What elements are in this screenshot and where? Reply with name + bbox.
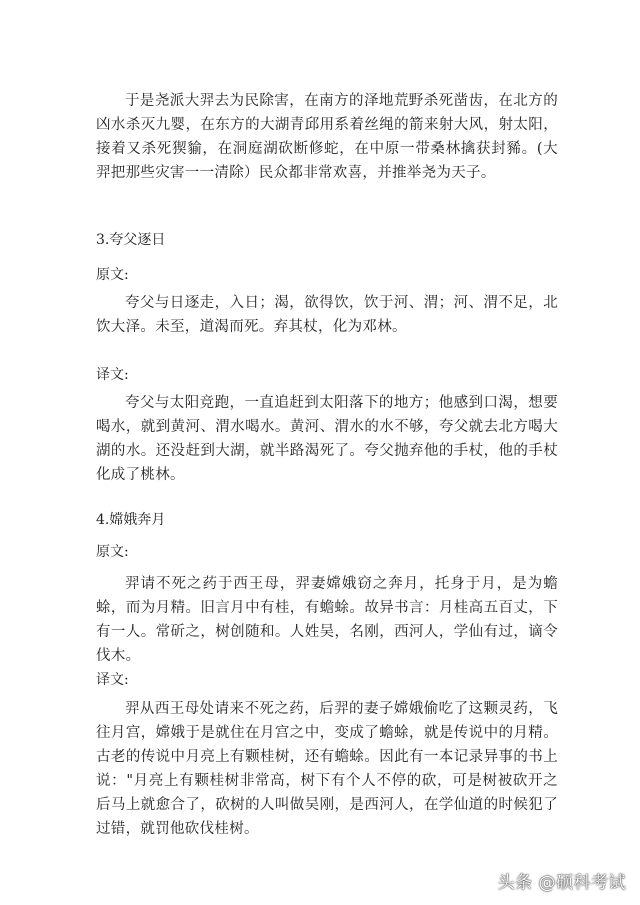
section4-original-text: 羿请不死之药于西王母，羿妻嫦娥窃之奔月，托身于月，是为蟾蜍，而为月精。旧言月中有桂，有蟾蜍。故异书言：月桂高五百丈，下有一人。常斫之，树创随和。人姓吴，名刚，西河人，学仙有过，谪令伐木。 <box>96 576 558 664</box>
section4-translation-label: 译文: <box>96 672 129 688</box>
section3-translation-label: 译文: <box>96 367 129 383</box>
section4-translation-text: 羿从西王母处请来不死之药，后羿的妻子嫦娥偷吃了这颗灵药，飞往月宫，嫦娥于是就住在月宫之中，变成了蟾蜍，就是传说中的月精。古老的传说中月亮上有颗桂树，还有蟾蜍。因此有一本记录异事的书上说："月亮上有颗桂树非常高，树下有个人不停的砍，可是树被砍开之后马上就愈合了，砍树的人叫做吴刚，是西河人，在学仙道的时候犯了过错，就罚他砍伐桂树。 <box>96 701 558 837</box>
watermark-logo: 头条 @硕科考试 <box>497 873 626 893</box>
section3-original-text: 夸父与日逐走，入日；渴，欲得饮，饮于河、渭；河、渭不足，北饮大泽。未至，道渴而死。弃其杖，化为邓林。 <box>96 295 558 335</box>
section4-heading: 4.嫦娥奔月 <box>96 512 166 528</box>
section4-original-label: 原文: <box>96 544 129 560</box>
section2-body: 于是尧派大羿去为民除害，在南方的泽地荒野杀死凿齿，在北方的凶水杀灭九婴，在东方的大湖青邱用系着丝绳的箭来射大风，射太阳，接着又杀死猰貐，在洞庭湖砍断修蛇，在中原一带桑林擒获封豨。(大羿把那些灾害一一清除）民众都非常欢喜，并推举尧为天子。 <box>96 93 558 181</box>
section3-translation-text: 夸父与太阳竞跑，一直追赶到太阳落下的地方；他感到口渴，想要喝水，就到黄河、渭水喝水。黄河、渭水的水不够，夸父就去北方喝大湖的水。还没赶到大湖，就半路渴死了。夸父抛弃他的手杖，他的手杖化成了桃林。 <box>96 395 558 483</box>
section3-original-label: 原文: <box>96 267 129 283</box>
section3-heading: 3.夸父逐日 <box>96 232 166 248</box>
